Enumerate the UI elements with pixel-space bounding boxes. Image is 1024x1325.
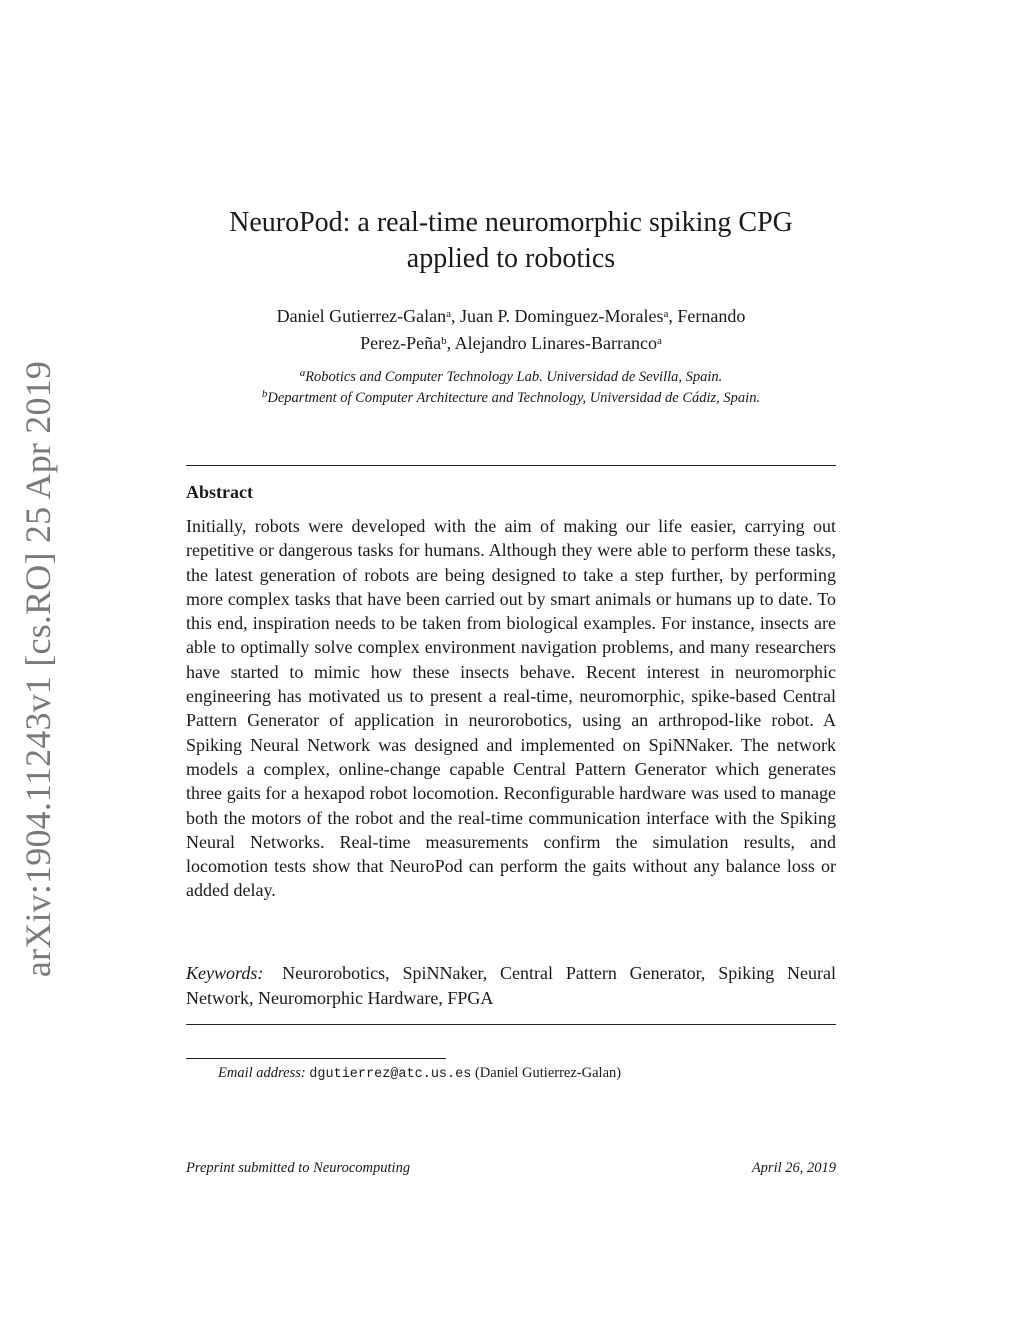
author-affiliation-mark: b <box>441 335 447 347</box>
affiliation-text: Robotics and Computer Technology Lab. Universidad de Sevilla, Spain. <box>305 369 723 385</box>
author-name-part: Fernando <box>677 306 746 326</box>
preprint-note: Preprint submitted to Neurocomputing <box>186 1160 411 1176</box>
abstract-top-rule <box>186 465 836 466</box>
author-name: Daniel Gutierrez-Galan <box>276 306 447 326</box>
author-affiliation-mark: a <box>657 335 662 347</box>
author-name-part: Perez-Peña <box>360 333 442 353</box>
author-full-name-hidden <box>511 357 512 358</box>
paper-title <box>186 205 836 277</box>
author-list <box>186 303 836 357</box>
author-name: Alejandro Linares-Barranco <box>454 333 657 353</box>
affiliation-mark: b <box>261 388 268 400</box>
abstract-body: Initially, robots were developed with the aim of making our life easier, carrying out repetitive or dangerous tasks for humans. Although they were able to perform these tasks, the latest generation of robots are being designed to take a step further, by performing more complex tasks that have been carried out by smart animals or humans up to date. To this end, inspiration needs to be taken from biological examples. For instance, insects are able to optimally solve complex environment navigation problems, and many researchers have started to mimic how these insects behave. Recent interest in neuromorphic engineering has motivated us to present a real-time, neuromorphic, spike-based Central Pattern Generator of application in neurorobotics, using an arthropod-like robot. A Spiking Neural Network was designed and implemented on SpiNNaker. The network models a complex, online-change capable Central Pattern Generator which generates three gaits for a hexapod robot locomotion. Reconfigurable hardware was used to manage both the motors of the robot and the real-time communication interface with the Spiking Neural Networks. Real-time measurements confirm the simulation results, and locomotion tests show that NeuroPod can perform the gaits without any balance loss or added delay. <box>186 516 836 901</box>
paper-title-line-2: applied to robotics <box>406 243 616 274</box>
keywords <box>186 961 836 1011</box>
author-name: Juan P. Dominguez-Morales <box>459 306 664 326</box>
affiliation-b <box>186 388 836 409</box>
abstract-heading: Abstract <box>186 482 253 502</box>
paper-title-line-1: NeuroPod: a real-time neuromorphic spiking CPG <box>229 207 793 238</box>
abstract-bottom-rule <box>186 1024 836 1025</box>
affiliations <box>186 367 836 409</box>
affiliation-a <box>186 367 836 388</box>
keywords-text: Neurorobotics, SpiNNaker, Central Pattern Generator, Spiking Neural Network, Neuromorphic Hardware, FPGA <box>186 963 837 1008</box>
author-affiliation-mark: a <box>663 308 669 320</box>
author-line-2: Perez-Peña$^b$, Alejandro Linares-Barranco$^a$ <box>360 333 662 353</box>
preprint-date: April 26, 2019 <box>751 1160 836 1176</box>
email-address-link[interactable]: dgutierrez@atc.us.es <box>309 1067 472 1082</box>
email-label: Email address: <box>218 1065 306 1081</box>
email-footnote <box>218 1065 621 1082</box>
affiliation-mark: a <box>299 367 306 379</box>
author-line-1: Daniel Gutierrez-Galan$^a$, Juan P. Dominguez-Morales$^a$, Fernando <box>276 306 746 326</box>
keywords-label: Keywords: <box>186 963 264 983</box>
author-affiliation-mark: a <box>446 308 451 320</box>
email-owner: (Daniel Gutierrez-Galan) <box>474 1065 622 1081</box>
affiliation-text: Department of Computer Architecture and Technology, Universidad de Cádiz, Spain. <box>267 390 761 406</box>
footnote-rule <box>186 1058 446 1059</box>
arxiv-identifier: arXiv:1904.11243v1 [cs.RO] 25 Apr 2019 <box>18 360 58 978</box>
